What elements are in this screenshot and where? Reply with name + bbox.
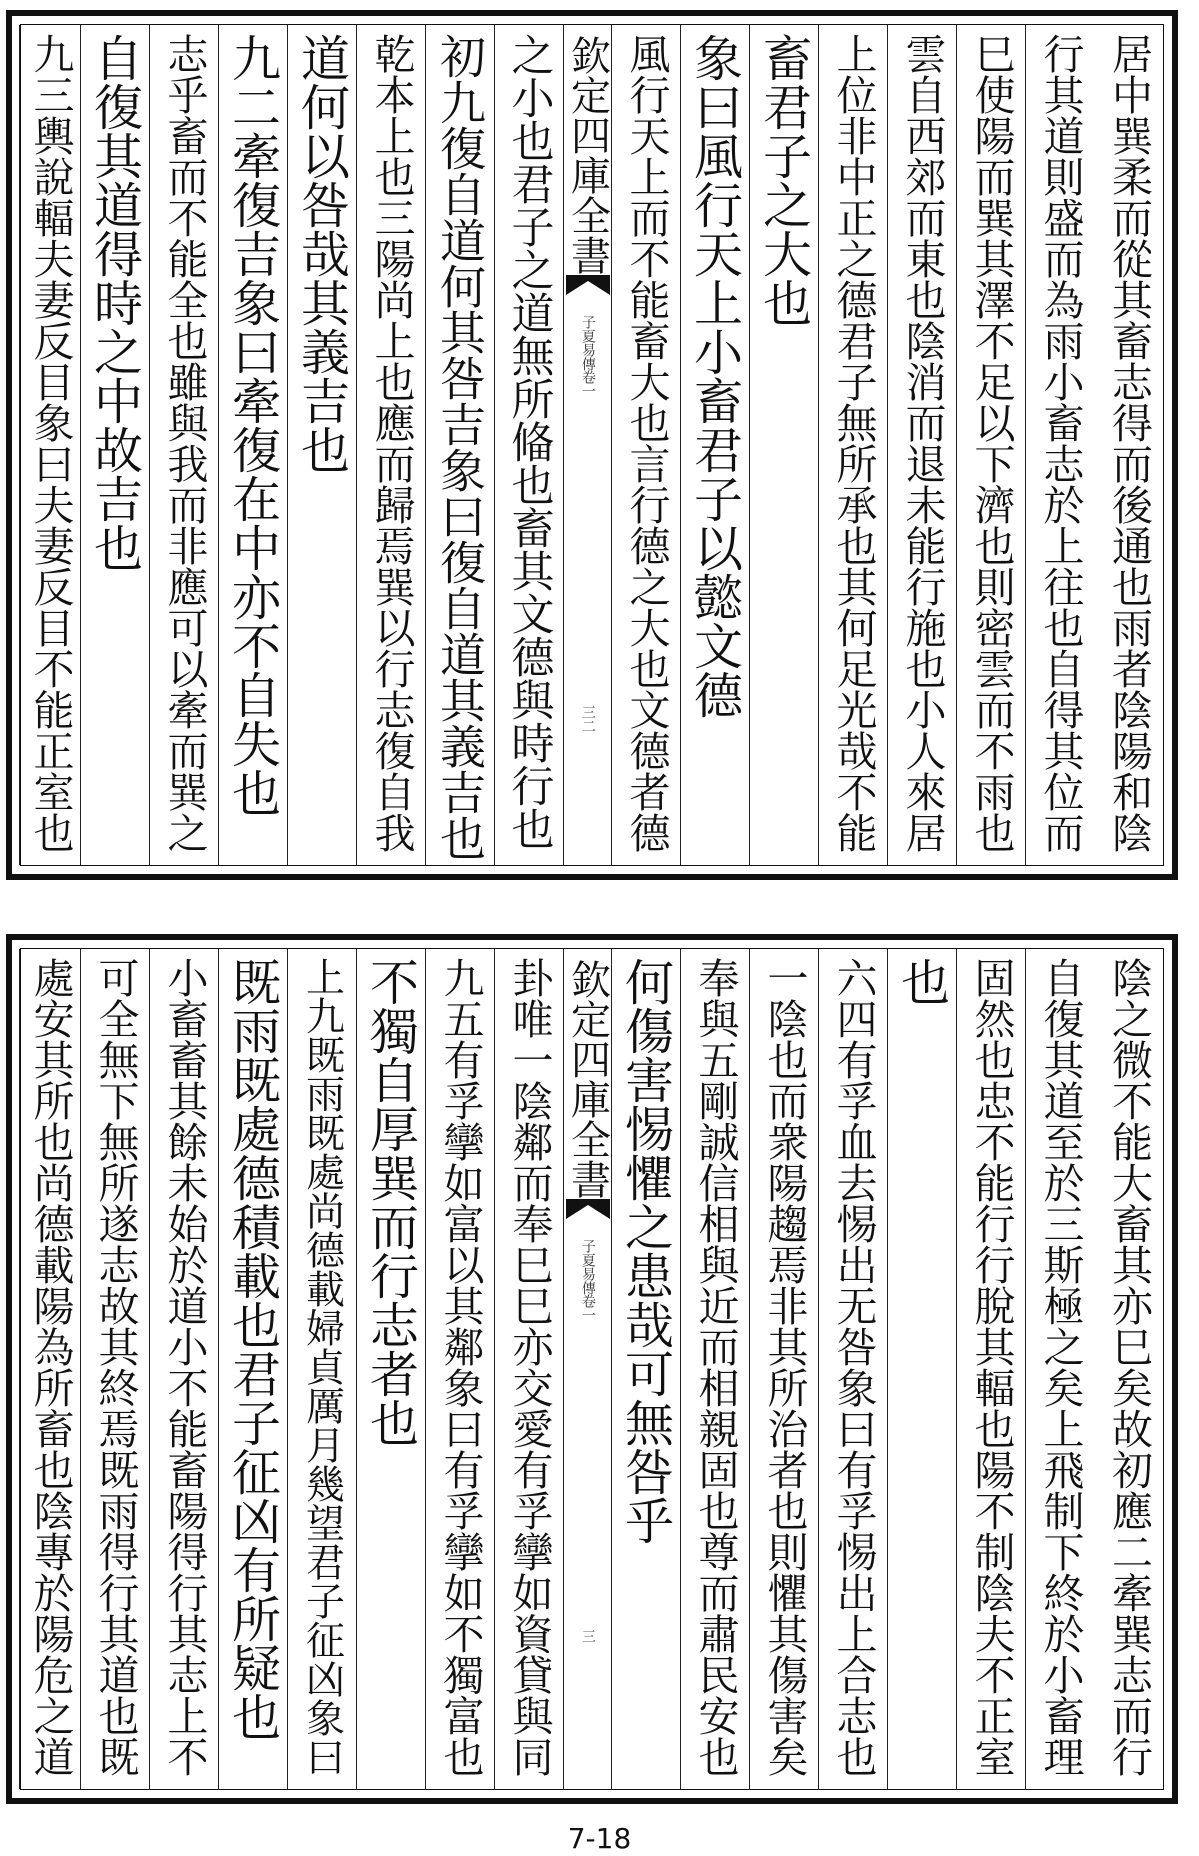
text-column <box>680 25 749 865</box>
column-text: 初九復自道何其咎吉象曰復自道其義吉也 <box>433 33 487 861</box>
column-text: 風行天上而不能畜大也言行德之大也文德者德 <box>622 33 671 853</box>
text-column <box>19 25 80 865</box>
column-text: 小畜畜其餘未始於道小不能畜陽得行其志上不 <box>160 957 209 1777</box>
column-text: 九二牽復吉象曰牽復在中亦不自失也 <box>224 33 282 817</box>
book-name: 子夏易傳 <box>579 1239 596 1295</box>
bottom-page-frame <box>20 948 1164 1790</box>
column-text: 九三輿說輻夫妻反目象曰夫妻反目不能正室也 <box>26 33 75 853</box>
text-column <box>425 25 494 865</box>
book-name: 子夏易傳 <box>579 315 596 371</box>
column-text: 可全無下無所遂志故其終焉既雨得行其道也既 <box>91 957 140 1777</box>
center-fold <box>563 25 611 865</box>
column-text: 上九既雨既處尚德載婦貞厲月幾望君子征凶象曰 <box>299 957 345 1776</box>
column-text: 道何以咎哉其義吉也 <box>293 33 351 474</box>
fishtail-mark-icon <box>566 1199 610 1219</box>
top-page <box>6 10 1178 880</box>
text-column <box>818 25 887 865</box>
text-column <box>680 949 749 1789</box>
text-column <box>956 949 1025 1789</box>
text-column <box>287 949 356 1789</box>
column-text: 巳使陽而巽其澤不足以下濟也則密雲而不雨也 <box>967 33 1016 853</box>
text-column <box>1094 949 1163 1789</box>
text-column <box>218 949 287 1789</box>
text-column <box>149 949 218 1789</box>
column-text: 也 <box>893 957 951 1006</box>
column-text: 處安其所也尚德載陽為所畜也陰專於陽危之道 <box>26 957 75 1777</box>
center-fold <box>563 949 611 1789</box>
column-text: 自復其道得時之中故吉也 <box>86 33 144 572</box>
text-column <box>1025 25 1094 865</box>
page-number: 7-18 <box>567 1822 632 1855</box>
text-column <box>356 25 425 865</box>
book-series-title: 欽定四庫全書 <box>564 35 611 275</box>
fishtail-mark-icon <box>566 275 610 295</box>
text-column <box>818 949 887 1789</box>
text-column <box>611 949 680 1789</box>
volume-label: 卷一 <box>579 1294 596 1322</box>
column-text: 居中巽柔而從其畜志得而後通也雨者陰陽和陰 <box>1105 33 1153 853</box>
column-text: 乾本上也三陽尚上也應而歸焉巽以行志復自我 <box>367 33 416 853</box>
column-text: 行其道則盛而為雨小畜志於上往也自得其位而 <box>1036 33 1085 853</box>
column-text: 一陰也而衆陽趨焉非其所治者也則懼其傷害矣 <box>760 957 809 1777</box>
column-text: 畜君子之大也 <box>755 33 813 327</box>
leaf-number: 三二 <box>579 705 596 733</box>
column-text: 陰之微不能大畜其亦巳矣故初應二牽巽志而行 <box>1105 957 1153 1777</box>
text-column <box>749 25 818 865</box>
text-column <box>356 949 425 1789</box>
text-column <box>887 25 956 865</box>
column-text: 不獨自厚巽而行志者也 <box>362 957 420 1447</box>
column-text: 志乎畜而不能全也雖與我而非應可以牽而巽之 <box>160 33 209 853</box>
column-text: 之小也君子之道無所偹也畜其文德與時行也 <box>504 33 555 850</box>
text-column <box>425 949 494 1789</box>
top-page-frame <box>20 24 1164 866</box>
column-text: 上位非中正之德君子無所承也其何足光哉不能 <box>829 33 878 853</box>
column-text: 雲自西郊而東也陰消而退未能行施也小人來居 <box>898 33 947 853</box>
text-column <box>611 25 680 865</box>
text-column <box>494 25 563 865</box>
leaf-number: 三 <box>579 1629 596 1643</box>
text-column <box>80 949 149 1789</box>
text-column <box>887 949 956 1789</box>
text-column <box>1094 25 1163 865</box>
bottom-page <box>6 934 1178 1804</box>
book-series-title: 欽定四庫全書 <box>564 959 611 1199</box>
text-column <box>19 949 80 1789</box>
text-column <box>149 25 218 865</box>
column-text: 自復其道至於三斯極之矣上飛制下終於小畜理 <box>1036 957 1085 1777</box>
column-text: 既雨既處德積載也君子征凶有所疑也 <box>224 957 282 1741</box>
column-text: 何傷害惕懼之患哉可無咎乎 <box>617 957 675 1545</box>
column-text: 卦唯一陰鄰而奉巳巳亦交愛有孚攣如資貸與同 <box>505 957 554 1777</box>
text-column <box>956 25 1025 865</box>
column-text: 九五有孚攣如富以其鄰象曰有孚攣如不獨富也 <box>436 957 485 1777</box>
text-column <box>80 25 149 865</box>
column-text: 象曰風行天上小畜君子以懿文德 <box>686 33 744 719</box>
text-column <box>494 949 563 1789</box>
column-text: 六四有孚血去惕出无咎象曰有孚惕出上合志也 <box>829 957 878 1777</box>
volume-label: 卷一 <box>579 370 596 398</box>
column-text: 奉與五剛誠信相與近而相親固也尊而肅民安也 <box>691 957 740 1777</box>
text-column <box>218 25 287 865</box>
text-column <box>749 949 818 1789</box>
text-column <box>1025 949 1094 1789</box>
text-column <box>287 25 356 865</box>
column-text: 固然也忠不能行行脫其輻也陽不制陰夫不正室 <box>967 957 1016 1777</box>
